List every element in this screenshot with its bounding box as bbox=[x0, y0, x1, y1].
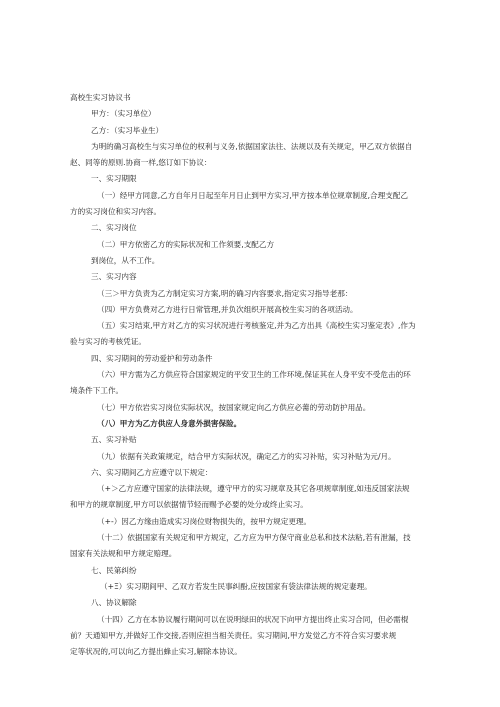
text-line: （八）甲方为乙方供应人身意外损害保险。 bbox=[97, 418, 242, 428]
text-line: 国家有关法规和甲方规定赔理。 bbox=[70, 549, 177, 559]
text-line: （五）实习结束,甲方对乙方的实习状况进行考核鉴定,并为乙方出具《高校生实习鉴定表》,作为 bbox=[97, 321, 416, 331]
text-line: 七、民第纠纷 bbox=[91, 565, 137, 575]
text-line: 赵、同等的原则.协商一样,悠订如下协议： bbox=[70, 158, 212, 168]
text-line: （+Ξ）实习期间甲、乙双方若发生民事纠酚,应按国家有袋法律法规的规定妻理。 bbox=[100, 581, 372, 591]
text-line: （七）甲方依岩实习岗位实际状况，按国家规定向乙方供应必薷的劳动防护用品。 bbox=[97, 402, 371, 412]
text-line: （六）甲方需为乙方供应符合国家规定的平安卫生的工作环境,保证其在人身平安不受危击的环 bbox=[97, 370, 411, 380]
text-line: （+-）因乙方缘由造成实习岗位财物损失的，按甲方规定更理。 bbox=[97, 516, 312, 526]
text-line: 五、实习补贴 bbox=[91, 435, 137, 445]
document-lines bbox=[70, 106, 442, 660]
text-line: （四）甲方负费对乙方进行日常管理,并负次组织开展高校生实习的各项活动。 bbox=[97, 304, 358, 314]
text-line: 六、实习期间乙方应遵守以下规定： bbox=[91, 467, 213, 477]
text-line: （三＞甲方负责为乙方制定实习方案,明的确习内容要求,指定实习指导老那： bbox=[97, 288, 353, 298]
text-line: 甲方：（实习单位） bbox=[91, 109, 156, 119]
text-line: 二、实习岗位 bbox=[91, 223, 137, 233]
text-line: 到岗位，从不工作。 bbox=[91, 255, 160, 265]
text-line: 定等状况的,可以向乙方提出蜂止实习,解除本协议。 bbox=[70, 647, 242, 657]
text-line: （九）依据有关政策规定，结合甲方实际状况，确定乙方的实习补贴，实习补贴为元/月。 bbox=[97, 451, 396, 461]
text-line: （一）经甲方同意,乙方自年月日起至年月日止到甲方实习,甲方按本单位规章制度,合理支配乙 bbox=[97, 190, 408, 200]
text-line: （二）甲方依密乙方的实际状况和工作须要,支配乙方 bbox=[97, 239, 275, 249]
text-line: （十四）乙方在本协议履行期间可以在说明绿田的状况下向甲方提出终止实习合同，但必需棍 bbox=[97, 614, 409, 624]
text-line: 八、协议解除 bbox=[91, 598, 137, 608]
text-line: 验与实习的考核凭证。 bbox=[70, 337, 146, 347]
document-body bbox=[70, 90, 442, 660]
document-title: 高校生实习协议书 bbox=[70, 93, 131, 102]
text-line: 和甲方的规章制度,甲方可以依据情节轻而赐予必要的处分或终止实习。 bbox=[70, 500, 308, 510]
text-line: （+＞乙方应遵守国家的法律法规，遵守甲方的实习规章及其它各项规章制度,如违反国家法规 bbox=[97, 484, 410, 494]
text-line: 一、实习期限 bbox=[91, 174, 137, 184]
text-line: 方的实习岗位和实习内容。 bbox=[70, 207, 162, 217]
text-line: （十二）依据国家有关规定和甲方规定，乙方应为甲方保守商业总私和技术法粘,若有泄漏，技 bbox=[97, 533, 411, 543]
text-line: 境条件下工作。 bbox=[70, 386, 124, 396]
text-line: 为明的确习高校生与实习单位的权利与义务,依据国家法往、法规以及有关规定，甲乙双方依据自 bbox=[91, 141, 413, 151]
text-line: 四、实习期间的劳动爱护和劳动条件 bbox=[91, 353, 213, 363]
text-line: 三、实习内容 bbox=[91, 272, 137, 282]
text-line: 前？天通知甲方,并做好工作交接,否则应担当相关责任。实习期间,甲方发觉乙方不符合实习要求规 bbox=[70, 630, 397, 640]
text-line: 乙方：（实习毕业生） bbox=[91, 125, 164, 135]
